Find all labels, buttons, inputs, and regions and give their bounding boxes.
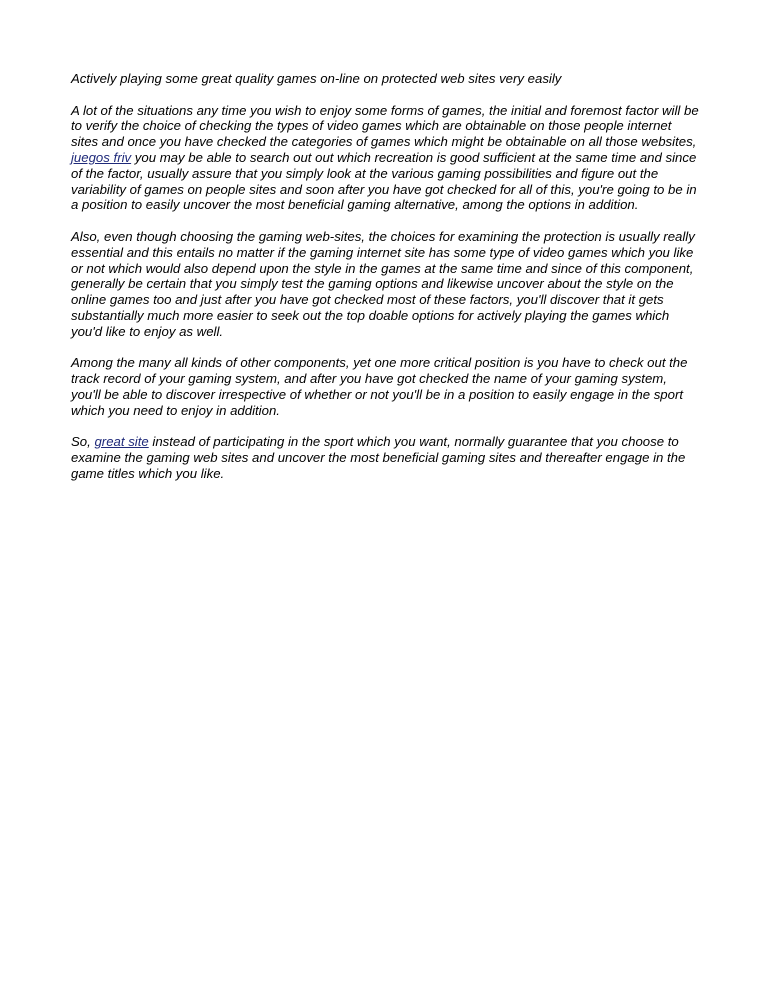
document-body: [71, 71, 699, 498]
great-site-link[interactable]: great site: [94, 434, 149, 450]
paragraph-1: [71, 103, 699, 214]
paragraph-1-text-before: A lot of the situations any time you wish to enjoy some forms of games, the initial and foremost factor will be to verify the choice of checking the types of video games which are obtainable on those people internet sites and once you have checked the categories of games which might be obtainable on all those websites,: [71, 102, 699, 150]
paragraph-4-text-before: So,: [71, 434, 95, 450]
document-title: Actively playing some great quality games on-line on protected web sites very easily: [71, 71, 562, 86]
paragraph-4-text-after: instead of participating in the sport which you want, normally guarantee that you choose to examine the gaming web sites and uncover the most beneficial gaming sites and thereafter engage in the game titles which you like.: [71, 434, 686, 481]
paragraph-1-text-after: you may be able to search out out which recreation is good sufficient at the same time and since of the factor, usually assure that you simply look at the various gaming possibilities and figure out the variability of games on people sites and soon after you have got checked for all of this, you're going to be in a position to easily uncover the most beneficial gaming alternative, among the options in addition.: [71, 149, 697, 213]
paragraph-4: [71, 434, 699, 481]
paragraph-3: Among the many all kinds of other components, yet one more critical position is you have to check out the track record of your gaming system, and after you have got checked the name of your gaming system, you'll be able to discover irrespective of whether or not you'll be in a position to easily engage in the sport which you need to enjoy in addition.: [71, 355, 688, 418]
juegos-friv-link[interactable]: juegos friv: [71, 149, 132, 165]
paragraph-2: Also, even though choosing the gaming web-sites, the choices for examining the protection is usually really essential and this entails no matter if the gaming internet site has some type of video games which you like or not which would also depend upon the style in the games at the same time and since of this component, generally be certain that you simply test the gaming options and likewise uncover about the style on the online games too and just after you have got checked most of these factors, you'll discover that it gets substantially much more easier to seek out the top doable options for actively playing the games which you'd like to enjoy as well.: [71, 228, 695, 339]
